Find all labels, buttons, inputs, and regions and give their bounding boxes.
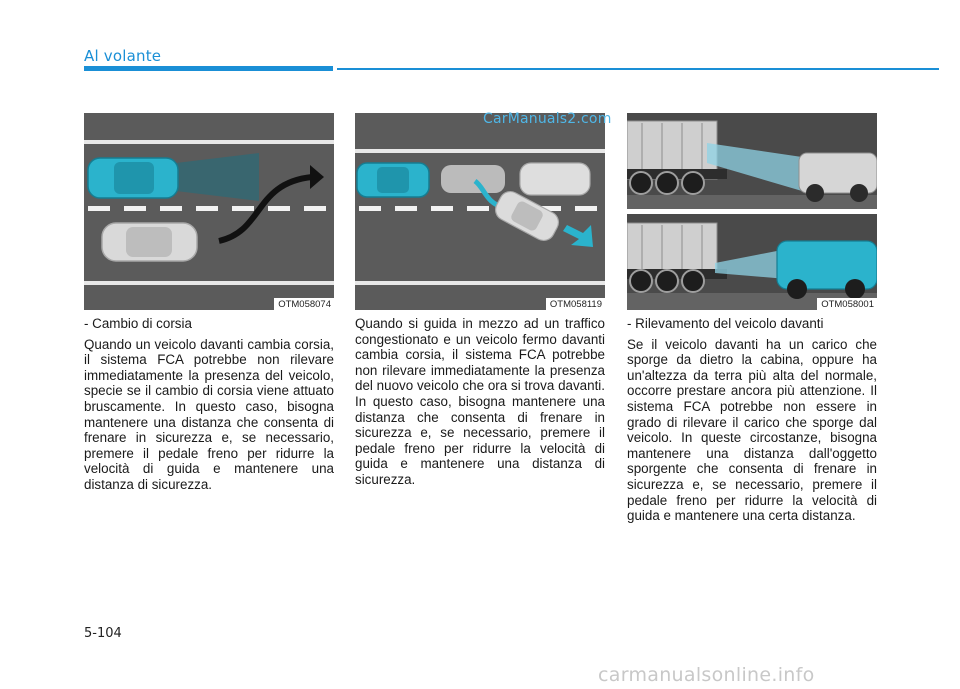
text-column-1 — [84, 316, 334, 493]
text-column-2 — [355, 316, 605, 488]
figure-lane-change — [84, 113, 334, 310]
header-rule-thick — [84, 66, 333, 71]
text-column-3 — [627, 316, 877, 524]
congested-traffic-illustration — [355, 113, 605, 310]
paragraph-heading: - Rilevamento del veicolo davanti — [627, 316, 824, 331]
lane-change-illustration — [84, 113, 334, 310]
figure-congested-traffic — [355, 113, 605, 310]
paragraph-body: Quando un veicolo davanti cambia corsia, il sistema FCA potrebbe non rilevare immediatamente la presenza del veicolo, specie se il cambio di corsia viene attuato bruscamente. In questo caso, bisogna mantenere una distanza che consenta di frenare in sicurezza e, se necessario, premere il pedale freno per ridurre la velocità di guida e mantenere una distanza di sicurezza. — [84, 336, 334, 492]
figure-protruding-load — [627, 113, 877, 310]
protruding-load-illustration — [627, 113, 877, 310]
watermark-top: CarManuals2.com — [483, 111, 612, 127]
figure-code: OTM058119 — [546, 298, 605, 310]
figure-code: OTM058001 — [817, 298, 877, 310]
page-number: 5-104 — [84, 626, 122, 641]
figure-code: OTM058074 — [274, 298, 334, 310]
header-rule-thin — [337, 68, 939, 70]
watermark-bottom: carmanualsonline.info — [598, 664, 815, 686]
section-title: Al volante — [84, 47, 162, 65]
paragraph-body: Quando si guida in mezzo ad un traffico congestionato e un veicolo fermo davanti cambia corsia, il sistema FCA potrebbe non rilevare immediatamente la presenza del nuovo veicolo che ora si trova davanti. In questo caso, bisogna mantenere una distanza che consenta di frenare in sicurezza e, se necessario, premere il pedale freno per ridurre la velocità di guida e mantenere una distanza di sicurezza. — [355, 316, 605, 487]
paragraph-heading: - Cambio di corsia — [84, 316, 192, 331]
paragraph-body: Se il veicolo davanti ha un carico che sporge da dietro la cabina, oppure ha un'altezza da terra più alta del normale, occorre prestare ancora più attenzione. Il sistema FCA potrebbe non essere in grado di rilevare il carico che sporge dal veicolo. In queste circostanze, bisogna mantenere una distanza dall'oggetto sporgente che consenta di frenare in sicurezza e, se necessario, premere il pedale freno per ridurre la velocità di guida e mantenere una certa distanza. — [627, 336, 877, 524]
